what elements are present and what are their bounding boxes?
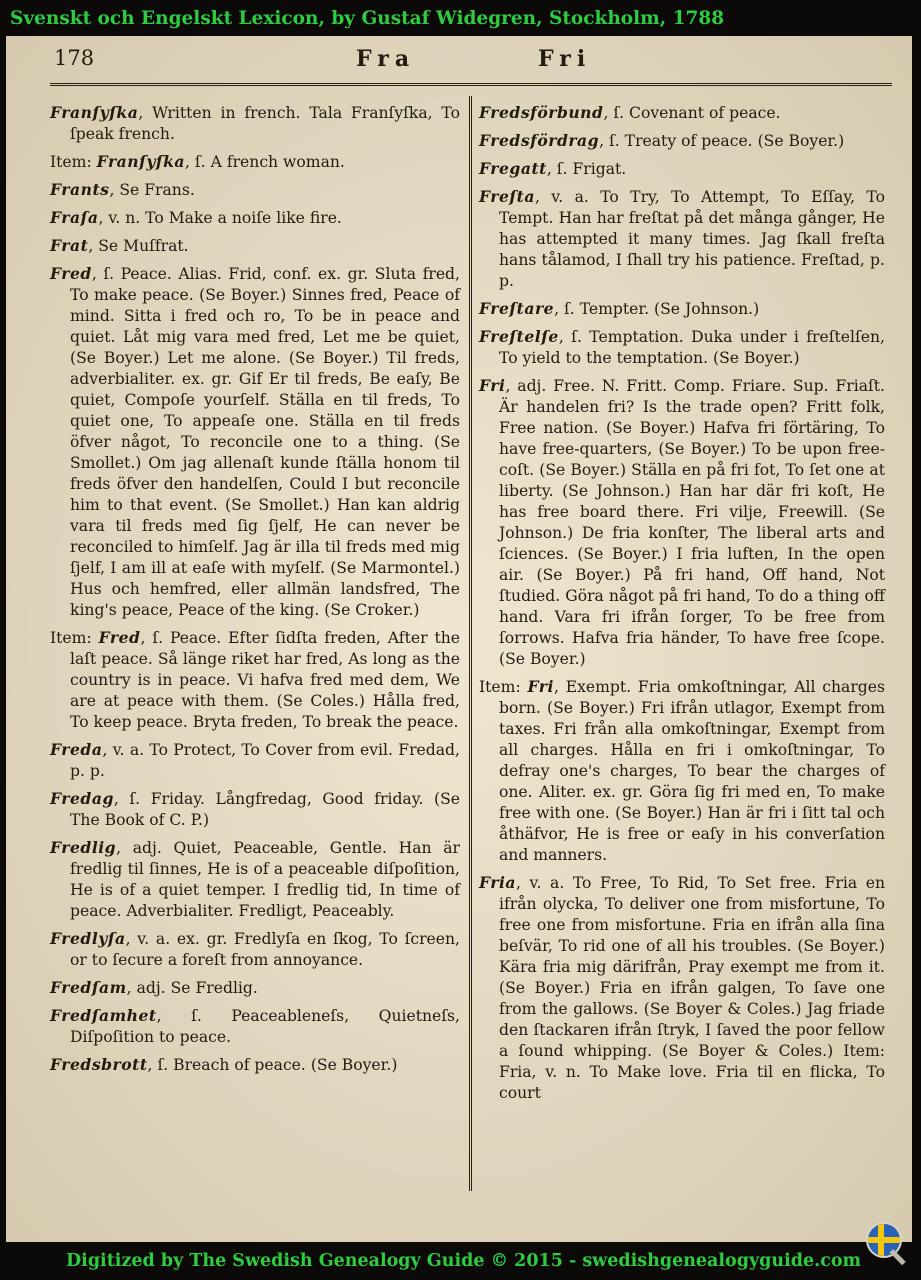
page-header — [6, 42, 912, 76]
entry: Fredag, ſ. Friday. Långfredag, Good friday. (Se The Book of C. P.) — [50, 789, 460, 829]
entry: Fredlyſa, v. a. ex. gr. Fredlyſa en ſkog, To ſcreen, or to ſecure a foreſt from annoyance. — [50, 929, 460, 969]
entry: Fria, v. a. To Free, To Rid, To Set free. Fria en ifrån olycka, To deliver one from misfortune, To free one from misfortune. Fria en ifrån alla ſina beſvär, To rid one of all his troubles. (Se Boyer.) Kära fria mig därifrån, Pray exempt me from it. (Se Boyer.) Fria en ifrån galgen, To ſave one from the gallows. (Se Boyer & Coles.) Jag friade den ſtackaren ifrån ſtryk, I ſaved the poor fellow a ſound whipping. (Se Boyer & Coles.) Item: Fria, v. n. To Make love. Fria til en flicka, To court — [479, 873, 885, 1102]
headword: Freſtare — [479, 299, 555, 318]
entry: Fregatt, ſ. Frigat. — [479, 159, 627, 178]
headword: Fredlyſa — [50, 929, 126, 948]
headword: Franſyſka — [96, 152, 185, 171]
headword: Fredsbrott — [50, 1055, 148, 1074]
headword: Fregatt — [479, 159, 547, 178]
entry: Frat, Se Muſfrat. — [50, 236, 189, 255]
headword: Fred — [98, 628, 141, 647]
column-divider — [469, 96, 472, 1191]
entry: Fredſamhet, ſ. Peaceableneſs, Quietneſs, Diſpoſition to peace. — [50, 1006, 460, 1046]
headword: Fredag — [50, 789, 114, 808]
entry: Fraſa, v. n. To Make a noiſe like fire. — [50, 208, 342, 227]
headword: Fria — [479, 873, 517, 892]
headword: Fredlig — [50, 838, 117, 857]
guide-word-right: Fri — [538, 46, 592, 72]
guide-word-left: Fra — [356, 46, 416, 72]
headword: Fraſa — [50, 208, 99, 227]
header-rule — [50, 83, 892, 86]
headword: Freda — [50, 740, 103, 759]
headword: Frants — [50, 180, 110, 199]
entry: Fredsfördrag, ſ. Treaty of peace. (Se Boyer.) — [479, 131, 845, 150]
digitized-credit: Digitized by The Swedish Genealogy Guide © 2015 - swedishgenealogyguide.com — [66, 1251, 862, 1271]
entry: Fri, adj. Free. N. Fritt. Comp. Friare. Sup. Friaſt. Är handelen fri? Is the trade open? Fritt folk, Free nation. (Se Boyer.) Hafva fri förtäring, To have free-quarters, (Se Boyer.) To be upon free-coſt. (Se Boyer.) Ställa en på fri fot, To ſet one at liberty. (Se Johnson.) Han har där fri koſt, He has free board there. Fri vilje, Freewill. (Se Johnson.) De fria konſter, The liberal arts and ſciences. (Se Boyer.) I fria luften, In the open air. (Se Boyer.) På fri hand, Off hand, Not ſtudied. Göra något på fri hand, To do a thing off hand. Vara fri ifrån ſorger, To be free from ſorrows. Hafva fria händer, To have free ſcope. (Se Boyer.) — [479, 376, 885, 668]
headword: Fri — [479, 376, 506, 395]
headword: Frat — [50, 236, 89, 255]
headword: Fri — [527, 677, 554, 696]
entry: Fredsbrott, ſ. Breach of peace. (Se Boyer.) — [50, 1055, 398, 1074]
entry: Fredsförbund, ſ. Covenant of peace. — [479, 103, 781, 122]
headword: Fredſam — [50, 978, 127, 997]
entry: Item: Fred, ſ. Peace. Efter ſidſta freden, After the laſt peace. Så länge riket har fred, As long as the country is in peace. Vi hafva fred med dem, We are at peace with them. (Se Coles.) Hålla fred, To keep peace. Bryta freden, To break the peace. — [50, 628, 460, 731]
entry: Fredſam, adj. Se Fredlig. — [50, 978, 258, 997]
entry: Fredlig, adj. Quiet, Peaceable, Gentle. Han är fredlig til ſinnes, He is of a peaceable diſpoſition, He is of a quiet temper. I fredlig tid, In time of peace. Adverbialiter. Fredligt, Peaceably. — [50, 838, 460, 920]
entry: Freſtelſe, ſ. Temptation. Duka under i freſtelſen, To yield to the temptation. (Se Boyer.) — [479, 327, 885, 367]
entry: Franſyſka, Written in french. Tala Franſyſka, To ſpeak french. — [50, 103, 460, 143]
bottom-banner — [0, 1242, 921, 1280]
entry: Freſta, v. a. To Try, To Attempt, To Eſſay, To Tempt. Han har freſtat på det många gånger, He has attempted it many times. Jag ſkall freſta hans tålamod, I ſhall try his patience. Freſtad, p. p. — [479, 187, 885, 290]
headword: Fredsfördrag — [479, 131, 600, 150]
left-column — [50, 102, 460, 1082]
entry: Freda, v. a. To Protect, To Cover from evil. Fredad, p. p. — [50, 740, 460, 780]
entry: Freſtare, ſ. Tempter. (Se Johnson.) — [479, 299, 760, 318]
entry: Item: Fri, Exempt. Fria omkoſtningar, All charges born. (Se Boyer.) Fri ifrån utlagor, Exempt from taxes. Fri från alla omkoſtningar, Exempt from all charges. Hålla en fri i omkoſtningar, To defray one's charges, To bear the charges of one. Aliter. ex. gr. Göra ſig fri med en, To make free with one. (Se Boyer.) Han är fri i ſitt tal och åthäfvor, He is free or eaſy in his converſation and manners. — [479, 677, 885, 864]
headword: Freſta — [479, 187, 535, 206]
entry: Item: Franſyſka, ſ. A french woman. — [50, 152, 345, 171]
banner-title: Svenskt och Engelskt Lexicon, by Gustaf Widegren, Stockholm, 1788 — [10, 8, 725, 29]
entry: Frants, Se Frans. — [50, 180, 195, 199]
headword: Fredsförbund — [479, 103, 604, 122]
headword: Fredſamhet — [50, 1006, 157, 1025]
dictionary-page — [6, 36, 912, 1242]
headword: Fred — [50, 264, 92, 283]
headword: Franſyſka — [50, 103, 139, 122]
entry: Fred, ſ. Peace. Alias. Frid, conf. ex. gr. Sluta fred, To make peace. (Se Boyer.) Sinnes fred, Peace of mind. Sitta i fred och ro, To be in peace and quiet. Låt mig vara med fred, Let me be quiet, (Se Boyer.) Let me alone. (Se Boyer.) Til freds, adverbialiter. ex. gr. Gif Er til freds, Be eaſy, Be quiet, Compoſe yourſelf. Ställa en til freds, To quiet one, To appeaſe one. Ställa en til freds öfver något, To reconcile one to a thing. (Se Smollet.) Om jag allenaſt kunde ſtälla honom til freds öfver den handelſen, Could I but reconcile him to that event. (Se Smollet.) Han kan aldrig vara til freds med ſig ſjelf, He can never be reconciled to himſelf. Jag är illa til freds med mig ſjelf, I am ill at eaſe with myſelf. (Se Marmontel.) Hus och hemfred, eller allmän landsfred, The king's peace, Peace of the king. (Se Croker.) — [50, 264, 460, 619]
page-number: 178 — [54, 46, 95, 70]
headword: Freſtelſe — [479, 327, 559, 346]
right-column — [479, 102, 885, 1110]
